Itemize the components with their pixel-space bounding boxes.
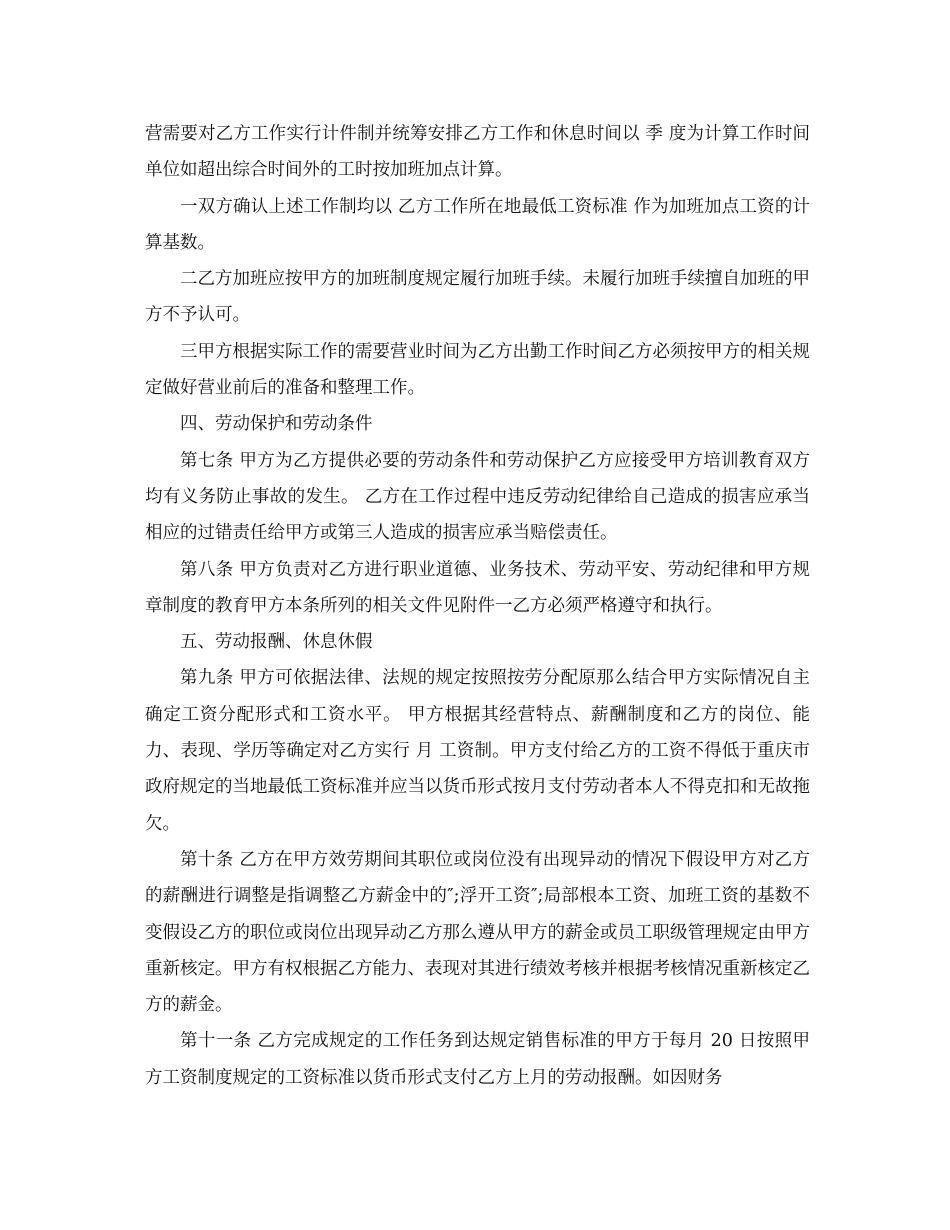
article-11: 第十一条 乙方完成规定的工作任务到达规定销售标准的甲方于每月 20 日按照甲方工资制度规定的工资标准以货币形式支付乙方上月的劳动报酬。如因财务 xyxy=(145,1031,810,1088)
section-heading-labor-protection: 四、劳动保护和劳动条件 xyxy=(180,414,373,435)
article-7: 第七条 甲方为乙方提供必要的劳动条件和劳动保护乙方应接受甲方培训教育双方均有义务防止事故的发生。 乙方在工作过程中违反劳动纪律给自己造成的损害应承当相应的过错责任给甲方或第三人造成的损害应承当赔偿责任。 xyxy=(145,450,810,544)
paragraph-continuation: 营需要对乙方工作实行计件制并统筹安排乙方工作和休息时间以 季 度为计算工作时间单位如超出综合时间外的工时按加班加点计算。 xyxy=(145,124,810,181)
section-heading-remuneration: 五、劳动报酬、休息休假 xyxy=(180,632,373,653)
paragraph-overtime-basis: 一双方确认上述工作制均以 乙方工作所在地最低工资标准 作为加班加点工资的计算基数。 xyxy=(145,196,810,253)
article-8: 第八条 甲方负责对乙方进行职业道德、业务技术、劳动平安、劳动纪律和甲方规章制度的教育甲方本条所列的相关文件见附件一乙方必须严格遵守和执行。 xyxy=(145,559,810,616)
paragraph-overtime-procedure: 二乙方加班应按甲方的加班制度规定履行加班手续。未履行加班手续擅自加班的甲方不予认可。 xyxy=(145,269,810,326)
article-9: 第九条 甲方可依据法律、法规的规定按照按劳分配原那么结合甲方实际情况自主确定工资分配形式和工资水平。 甲方根据其经营特点、薪酬制度和乙方的岗位、能力、表现、学历等确定对乙方实行 月 工资制。甲方支付给乙方的工资不得低于重庆市政府规定的当地最低工资标准并应当以货币形式按月支付劳动者本人不得克扣和无故拖欠。 xyxy=(145,668,810,834)
paragraph-attendance: 三甲方根据实际工作的需要营业时间为乙方出勤工作时间乙方必须按甲方的相关规定做好营业前后的准备和整理工作。 xyxy=(145,341,810,399)
article-10: 第十条 乙方在甲方效劳期间其职位或岗位没有出现异动的情况下假设甲方对乙方的薪酬进行调整是指调整乙方薪金中的″;浮开工资″;局部根本工资、加班工资的基数不变假设乙方的职位或岗位出现异动乙方那么遵从甲方的薪金或员工职级管理规定由甲方重新核定。甲方有权根据乙方能力、表现对其进行绩效考核并根据考核情况重新核定乙方的薪金。 xyxy=(145,849,810,1016)
